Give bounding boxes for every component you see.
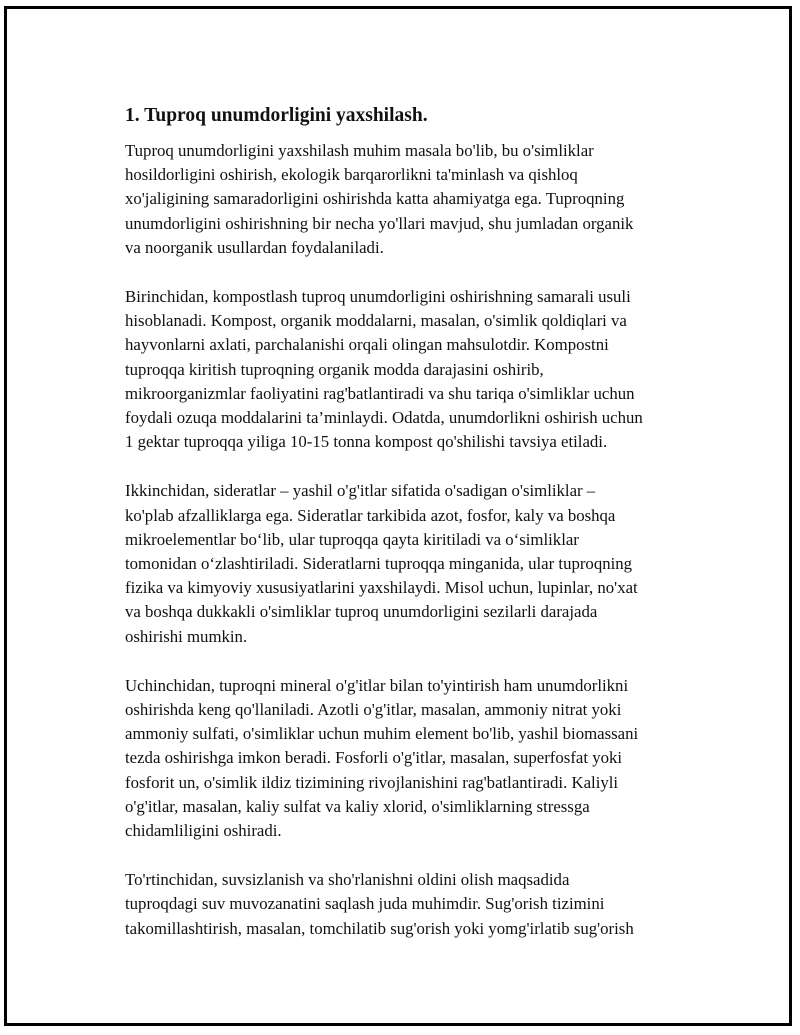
- text-line: oshirishda keng qo'llaniladi. Azotli o'g'itlar, masalan, ammoniy nitrat yoki: [125, 700, 622, 720]
- text-line: Tuproq unumdorligini yaxshilash muhim masala bo'lib, bu o'simliklar: [125, 141, 594, 160]
- text-line: tomonidan o‘zlashtiriladi. Sideratlarni tuproqqa minganida, ular tuproqning: [125, 554, 633, 574]
- text-line: va noorganik usullardan foydalaniladi.: [125, 237, 384, 257]
- text-line: To'rtinchidan, suvsizlanish va sho'rlanishni oldini olish maqsadida: [125, 870, 570, 890]
- section-heading: 1. Tuproq unumdorligini yaxshilash.: [125, 105, 428, 126]
- text-line: tuproqqa kiritish tuproqning organik modda darajasini oshirib,: [125, 359, 544, 379]
- text-line: oshirishi mumkin.: [125, 626, 248, 646]
- text-line: Ikkinchidan, sideratlar – yashil o'g'itlar sifatida o'sadigan o'simliklar –: [125, 481, 596, 501]
- text-line: mikroelementlar bo‘lib, ular tuproqqa qayta kiritiladi va o‘simliklar: [125, 529, 579, 549]
- text-line: fosforit un, o'simlik ildiz tizimining rivojlanishini rag'batlantiradi. Kaliyli: [125, 772, 619, 792]
- text-line: unumdorligini oshirishning bir necha yo'llari mavjud, shu jumladan organik: [125, 213, 634, 233]
- text-line: ko'plab afzalliklarga ega. Sideratlar tarkibida azot, fosfor, kaly va boshqa: [125, 505, 616, 525]
- paragraph-water-balance: [125, 868, 695, 941]
- text-line: va boshqa dukkakli o'simliklar tuproq unumdorligini sezilarli darajada: [125, 602, 598, 622]
- text-line: ammoniy sulfati, o'simliklar uchun muhim element bo'lib, yashil biomassani: [125, 724, 639, 744]
- text-line: tuproqdagi suv muvozanatini saqlash juda muhimdir. Sug'orish tizimini: [125, 894, 605, 914]
- paragraph-intro: [125, 139, 695, 260]
- text-line: xo'jaligining samaradorligini oshirishda katta ahamiyatga ega. Tuproqning: [125, 189, 625, 209]
- document-body: [125, 103, 695, 966]
- text-line: chidamliligini oshiradi.: [125, 821, 282, 841]
- text-line: hisoblanadi. Kompost, organik moddalarni, masalan, o'simlik qoldiqlari va: [125, 311, 627, 331]
- text-line: takomillashtirish, masalan, tomchilatib sug'orish yoki yomg'irlatib sug'orish: [125, 918, 634, 938]
- text-line: tezda oshirishga imkon beradi. Fosforli o'g'itlar, masalan, superfosfat yoki: [125, 748, 623, 768]
- paragraph-siderates: [125, 479, 695, 648]
- text-line: o'g'itlar, masalan, kaliy sulfat va kaliy xlorid, o'simliklarning stressga: [125, 796, 590, 816]
- page-frame: [4, 6, 792, 1026]
- text-line: hayvonlarni axlati, parchalanishi orqali olingan mahsulotdir. Kompostni: [125, 335, 609, 355]
- text-line: 1 gektar tuproqqa yiliga 10-15 tonna kompost qo'shilishi tavsiya etiladi.: [125, 432, 608, 452]
- text-line: Uchinchidan, tuproqni mineral o'g'itlar bilan to'yintirish ham unumdorlikni: [125, 675, 629, 695]
- text-line: fizika va kimyoviy xususiyatlarini yaxshilaydi. Misol uchun, lupinlar, no'xat: [125, 578, 638, 598]
- paragraph-mineral-fertilizers: [125, 674, 695, 843]
- text-line: hosildorligini oshirish, ekologik barqarorlikni ta'minlash va qishloq: [125, 165, 578, 185]
- paragraph-composting: [125, 285, 695, 454]
- text-line: mikroorganizmlar faoliyatini rag'batlantiradi va shu tariqa o'simliklar uchun: [125, 383, 635, 403]
- text-line: Birinchidan, kompostlash tuproq unumdorligini oshirishning samarali usuli: [125, 287, 631, 307]
- text-line: foydali ozuqa moddalarini ta’minlaydi. Odatda, unumdorlikni oshirish uchun: [125, 408, 643, 428]
